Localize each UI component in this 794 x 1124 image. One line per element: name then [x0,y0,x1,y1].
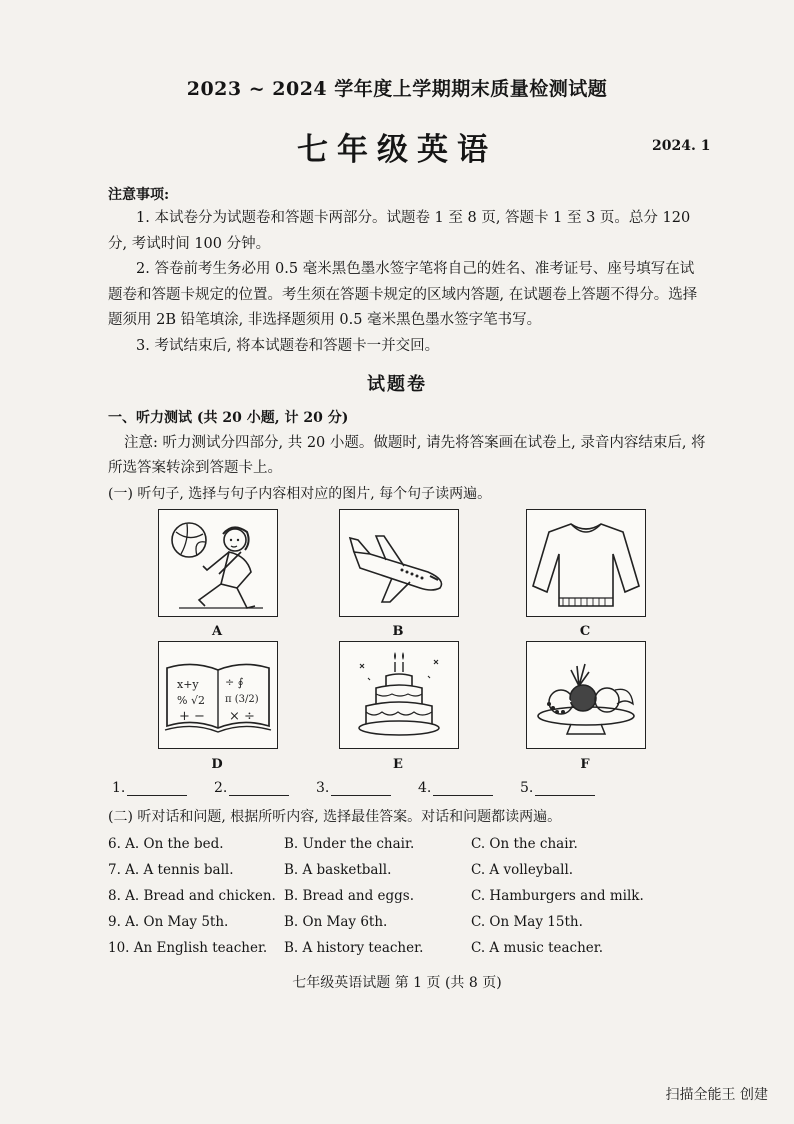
svg-text:÷ ∮: ÷ ∮ [225,676,244,689]
answer-blank[interactable]: 2. [214,780,316,796]
sweater-icon [527,510,645,616]
option-c: C. A music teacher. [471,940,604,956]
exam-date: 2024. 1 [652,138,711,154]
picture-b [339,509,459,617]
section-title: 试题卷 [367,374,427,395]
picture-c [526,509,646,617]
picture-label: E [393,757,403,772]
subject-title: 七年级英语 [297,132,497,168]
answer-blank[interactable]: 1. [112,780,214,796]
svg-text:x+y: x+y [177,678,199,691]
picture-label: C [579,624,591,639]
picture-label: F [580,757,590,772]
picture-label: D [211,757,223,772]
airplane-icon [340,510,458,616]
subsection-title: (二) 听对话和问题, 根据所听内容, 选择最佳答案。对话和问题都读两遍。 [108,809,562,825]
part-title: 一、听力测试 (共 20 小题, 计 20 分) [108,410,349,426]
option-b: B. A history teacher. [284,940,424,956]
answer-blank[interactable]: 5. [520,780,622,796]
math-book-icon [159,642,277,748]
notice-item: 2. 答卷前考生务必用 0.5 毫米黑色墨水签字笔将自己的姓名、准考证号、座号填写在试题卷和答题卡规定的位置。考生须在答题卡规定的区域内答题, 在试题卷上答题不得分。选择题须用 2B 铅笔填涂, 非选择题须用 0.5 毫米黑色墨水签字笔书写。 [108,261,698,328]
svg-text:π (3/2): π (3/2) [225,694,259,705]
answer-blank[interactable]: 3. [316,780,418,796]
option-c: C. Hamburgers and milk. [471,888,644,904]
picture-e [339,641,459,749]
question-row [108,883,671,909]
notice-item: 1. 本试卷分为试题卷和答题卡两部分。试题卷 1 至 8 页, 答题卡 1 至 3 页。总分 120 分, 考试时间 100 分钟。 [108,210,691,252]
svg-text:+ −: + − [179,709,205,724]
svg-text:× ÷: × ÷ [229,709,255,724]
question-row [108,935,671,961]
scanner-watermark: 扫描全能王 创建 [665,1087,768,1103]
fruit-plate-icon [527,642,645,748]
option-a: 6. A. On the bed. [108,836,224,852]
page-footer: 七年级英语试题 第 1 页 (共 8 页) [292,975,502,991]
question-row [108,831,671,857]
option-b: B. Under the chair. [284,836,415,852]
picture-label: B [392,624,404,639]
option-c: C. On May 15th. [471,914,583,930]
picture-f [526,641,646,749]
picture-d [158,641,278,749]
subsection-title: (一) 听句子, 选择与句子内容相对应的图片, 每个句子读两遍。 [108,486,492,502]
question-row [108,909,671,935]
option-a: 7. A. A tennis ball. [108,862,234,878]
option-c: C. A volleyball. [471,862,574,878]
option-b: B. On May 6th. [284,914,388,930]
notice-item: 3. 考试结束后, 将本试题卷和答题卡一并交回。 [136,337,440,354]
answer-blank[interactable]: 4. [418,780,520,796]
question-row [108,857,671,883]
answer-blanks [112,780,622,796]
option-a: 9. A. On May 5th. [108,914,229,930]
option-b: B. A basketball. [284,862,392,878]
exam-title: 2023 ~ 2024 学年度上学期期末质量检测试题 [186,78,608,100]
option-a: 8. A. Bread and chicken. [108,888,276,904]
part-note: 注意: 听力测试分四部分, 共 20 小题。做题时, 请先将答案画在试卷上, 录音内容结束后, 将所选答案转涂到答题卡上。 [108,435,706,476]
option-a: 10. An English teacher. [108,940,268,956]
option-c: C. On the chair. [471,836,578,852]
picture-a [158,509,278,617]
question-list [108,831,671,961]
birthday-cake-icon [340,642,458,748]
notice-list [108,206,708,359]
notice-heading: 注意事项: [108,187,170,203]
option-b: B. Bread and eggs. [284,888,415,904]
volleyball-player-icon [159,510,277,616]
svg-text:% √2: % √2 [177,694,205,707]
picture-label: A [211,624,223,639]
